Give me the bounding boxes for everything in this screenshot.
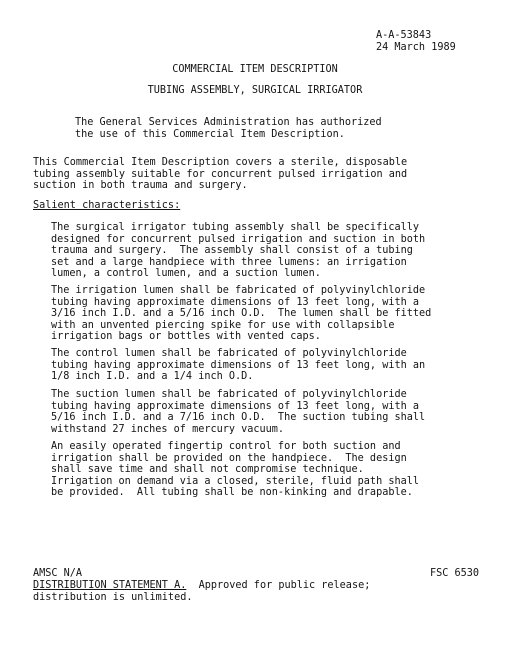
scope-line: This Commercial Item Description covers a sterile, disposable (33, 157, 408, 168)
distribution-statement-line-2: distribution is unlimited. (33, 592, 193, 603)
characteristic-paragraph-2 (51, 285, 431, 343)
characteristic-paragraph-1 (51, 222, 425, 280)
paragraph-line: trauma and surgery. The assembly shall consist of a tubing (51, 245, 413, 257)
paragraph-line: The suction lumen shall be fabricated of polyvinylchloride (51, 389, 407, 400)
paragraph-line: designed for concurrent pulsed irrigation and suction in both (51, 233, 426, 245)
document-date: 24 March 1989 (376, 42, 456, 53)
distribution-text: Approved for public release; (186, 580, 371, 591)
scope-line: suction in both trauma and surgery. (33, 180, 248, 192)
salient-heading (33, 200, 180, 212)
scope-line: tubing assembly suitable for concurrent pulsed irrigation and (33, 168, 408, 180)
paragraph-line: An easily operated fingertip control for both suction and (51, 441, 401, 452)
distribution-statement (33, 580, 370, 592)
paragraph-line: Irrigation on demand via a closed, sterile, fluid path shall (51, 475, 420, 487)
authorization-line: The General Services Administration has authorized (75, 117, 382, 128)
paragraph-line: tubing having approximate dimensions of 13 feet long, with a (51, 400, 420, 412)
paragraph-line: be provided. All tubing shall be non-kinking and drapable. (51, 487, 413, 499)
distribution-label: DISTRIBUTION STATEMENT A. (33, 580, 187, 591)
authorization-line: the use of this Commercial Item Description. (75, 128, 345, 140)
characteristic-paragraph-3 (51, 348, 425, 383)
paragraph-line: shall save time and shall not compromise technique. (51, 464, 364, 476)
document-id: A-A-53843 (376, 30, 432, 41)
paragraph-line: irrigation shall be provided on the handpiece. The design (51, 452, 407, 464)
fsc-code: FSC 6530 (430, 568, 480, 579)
authorization-statement (75, 117, 382, 140)
salient-heading-text: Salient characteristics: (33, 200, 181, 211)
characteristic-paragraph-4 (51, 389, 425, 435)
paragraph-line: irrigation bags or bottles with vented caps. (51, 331, 321, 343)
paragraph-line: lumen, a control lumen, and a suction lumen. (51, 268, 321, 280)
paragraph-line: The surgical irrigator tubing assembly shall be specifically (51, 222, 420, 233)
paragraph-line: The control lumen shall be fabricated of polyvinylchloride (51, 348, 407, 359)
paragraph-line: with an unvented piercing spike for use with collapsible (51, 319, 395, 331)
paragraph-line: tubing having approximate dimensions of 13 feet long, with a (51, 296, 420, 308)
characteristic-paragraph-5 (51, 441, 419, 499)
paragraph-line: withstand 27 inches of mercury vacuum. (51, 423, 285, 435)
amsc-code: AMSC N/A (33, 568, 83, 579)
document-title: COMMERCIAL ITEM DESCRIPTION (172, 64, 338, 75)
document-subtitle: TUBING ASSEMBLY, SURGICAL IRRIGATOR (147, 85, 363, 96)
paragraph-line: tubing having approximate dimensions of 13 feet long, with an (51, 359, 426, 371)
paragraph-line: 3/16 inch I.D. and a 5/16 inch O.D. The lumen shall be fitted (51, 308, 432, 320)
paragraph-line: The irrigation lumen shall be fabricated of polyvinylchloride (51, 285, 426, 296)
scope-paragraph (33, 157, 407, 192)
paragraph-line: 5/16 inch I.D. and a 7/16 inch O.D. The suction tubing shall (51, 412, 426, 424)
paragraph-line: set and a large handpiece with three lumens: an irrigation (51, 256, 407, 268)
paragraph-line: 1/8 inch I.D. and a 1/4 inch O.D. (51, 371, 254, 383)
